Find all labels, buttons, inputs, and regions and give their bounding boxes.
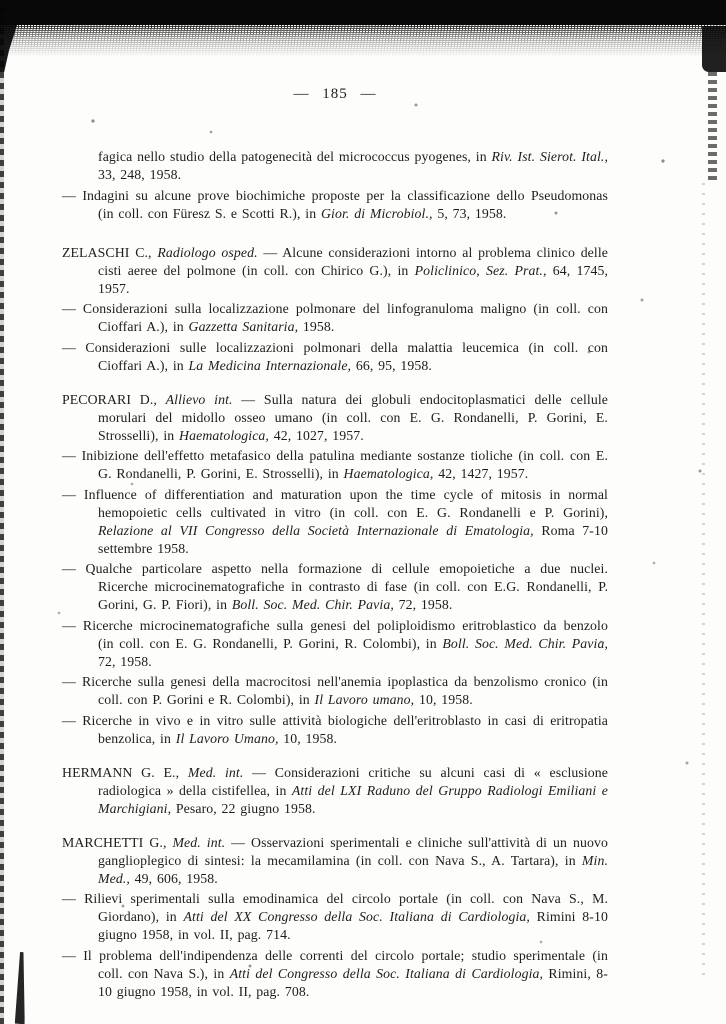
bib-entry [62,712,608,748]
journal-title: Gazzetta Sanitaria, [188,319,299,334]
journal-title: Atti del LXI Raduno del Gruppo Radiologi Emiliani e Marchigiani, [98,782,609,816]
scan-artifact-right-dotted-line [702,175,705,975]
bib-entry [62,148,608,184]
entry-text: — Inibizione dell'effetto metafasico della patulina mediante sostanze tioliche (in coll. con E. G. Rondanelli, P. Gorini, E. Strosselli), in [62,448,608,481]
bib-entry [62,187,608,223]
entry-text: — Ricerche microcinematografiche sulla genesi del poliploidismo eritroblastico da benzolo (in coll. con E. G. Rondanelli, P. Gorini, R. Colombi), in [62,617,608,651]
entry-text: — Il problema dell'indipendenza delle correnti del circolo portale; studio sperimentale (in coll. con Nava S.), in [62,947,608,981]
entry-text: — Ricerche in vivo e in vitro sulle attività biologiche dell'eritroblasto in casi di eritropatia benzolica, in [62,712,608,746]
entry-text: — Indagini su alcune prove biochimiche proposte per la classificazione dello Pseudomonas (in coll. con Füresz S. e Scotti R.), in [62,187,608,221]
entry-text: 64, 1745, 1957. [98,262,608,296]
bib-block-hermann [62,764,608,818]
entry-text: fagica nello studio della patogenecità del micrococcus pyogenes, in [98,149,492,164]
journal-title: Med. int. [172,834,226,850]
entry-text: 5, 73, 1958. [432,205,507,221]
scan-artifact-top-speckle [0,25,726,57]
entry-text: — Considerazioni critiche su alcuni casi di « esclusione radiologica » della cistifellea, in [98,764,608,798]
bib-block-marchetti [62,834,608,1001]
entry-text: — Sulla natura dei globuli endocitoplasmatici delle cellule morulari del midollo osseo umano (in coll. con E. G. Rondanelli, P. Gorini, E. Strosselli), in [98,391,608,443]
journal-title: La Medicina Internazionale, [188,357,352,373]
entry-text: 10, 1958. [278,730,338,746]
bib-entry [62,673,608,709]
bib-entry [62,339,608,375]
journal-title: Boll. Soc. Med. Chir. Pavia, [231,597,394,612]
journal-title: Il Lavoro Umano, [175,730,279,746]
bib-entry [62,947,608,1001]
entry-text: — Alcune considerazioni intorno al problema clinico delle cisti aeree del polmone (in coll. con Chirico G.), in [98,244,609,278]
bib-entry [62,391,608,445]
journal-title: Il Lavoro umano, [314,692,415,707]
scan-artifact-left-edge-strip [0,0,4,1024]
bibliography [62,148,608,1003]
bib-entry [62,890,608,944]
entry-text: 72, 1958. [98,653,152,669]
entry-text: Rimini 8-10 giugno 1958, in vol. II, pag. 714. [98,909,608,942]
page-number: — 185 — [293,86,377,102]
bib-block-continued-entry [62,148,608,223]
bib-entry [62,834,608,888]
bib-block-zelaschi [62,244,608,375]
bib-entry [62,486,608,558]
entry-text: — Considerazioni sulla localizzazione polmonare del linfogranuloma maligno (in coll. con Cioffari A.), in [62,301,608,334]
entry-text: Rimini, 8-10 giugno 1958, in vol. II, pag. 708. [98,965,608,999]
scan-artifact-top-right-blob [702,26,726,72]
entry-text: — Qualche particolare aspetto nella formazione di cellule emopoietiche a due nuclei. Ricerche microcinematografiche in contrasto di fase (in coll. con E.G. Rondanelli, P. Gorini, G. P. Fiori), in [62,561,608,612]
entry-text: Roma 7-10 settembre 1958. [98,522,608,556]
bib-block-pecorari [62,391,608,748]
scan-artifact-specks [0,0,2,2]
entry-text: 66, 95, 1958. [351,357,432,373]
journal-title: Gior. di Microbiol., [320,205,433,221]
entry-text: 42, 1027, 1957. [268,427,364,443]
journal-title: Riv. Ist. Sierot. Ital., [491,149,609,164]
scan-artifact-top-left-wedge [0,24,30,72]
bib-entry [62,300,608,336]
entry-text: 10, 1958. [414,692,473,707]
entry-text: — Ricerche sulla genesi della macrocitosi nell'anemia ipoplastica da benzolismo cronico (in coll. con P. Gorini e R. Colombi), in [62,674,608,707]
journal-title: Radiologo osped. [157,244,258,260]
bib-entry [62,244,608,298]
scan-artifact-right-streak [708,70,717,180]
entry-text: — Osservazioni sperimentali e cliniche sull'attività di un nuovo ganglioplegico di sintesi: la mecamilamina (in coll. con Nava S., A. Tartara), in [98,834,609,868]
journal-title: Haematologica, [343,466,434,481]
journal-title: Med. int. [187,764,244,780]
journal-title: Haematologica, [179,427,269,443]
bib-entry [62,764,608,818]
bib-entry [62,560,608,614]
entry-text: 72, 1958. [393,597,453,612]
entry-text: 42, 1427, 1957. [433,466,529,481]
bib-entry [62,447,608,483]
journal-title: Relazione al VII Congresso della Società Internazionale di Ematologia, [98,522,534,538]
entry-text: 33, 248, 1958. [98,167,182,182]
journal-title: Atti del XX Congresso della Soc. Italiana di Cardiologia, [183,909,530,924]
journal-title: Atti del Congresso della Soc. Italiana di Cardiologia, [229,965,544,981]
entry-text: HERMANN G. E., [62,764,188,780]
entry-text: ZELASCHI C., [62,244,158,260]
journal-title: Policlinico, Sez. Prat., [414,262,547,278]
entry-text: 1958. [298,319,335,334]
entry-text: 49, 606, 1958. [129,870,218,886]
entry-text: — Influence of differentiation and maturation upon the time cycle of mitosis in normal hemopoietic cells cultivated in vitro (in coll. con E. G. Rondanelli e P. Gorini), [62,486,608,520]
journal-title: Boll. Soc. Med. Chir. Pavia, [442,635,608,651]
journal-title: Allievo int. [165,391,233,407]
scan-artifact-bottom-left-streak [15,952,28,1024]
entry-text: — Rilievi sperimentali sulla emodinamica del circolo portale (in coll. con Nava S., M. Giordano), in [62,891,608,924]
entry-text: MARCHETTI G., [62,834,173,850]
scan-artifact-top-band [0,0,726,25]
entry-text: PECORARI D., [62,391,166,407]
journal-title: Min. Med., [98,852,608,886]
entry-text: — Considerazioni sulle localizzazioni polmonari della malattia leucemica (in coll. con Cioffari A.), in [62,339,608,373]
bib-entry [62,617,608,671]
entry-text: Pesaro, 22 giugno 1958. [171,800,316,816]
